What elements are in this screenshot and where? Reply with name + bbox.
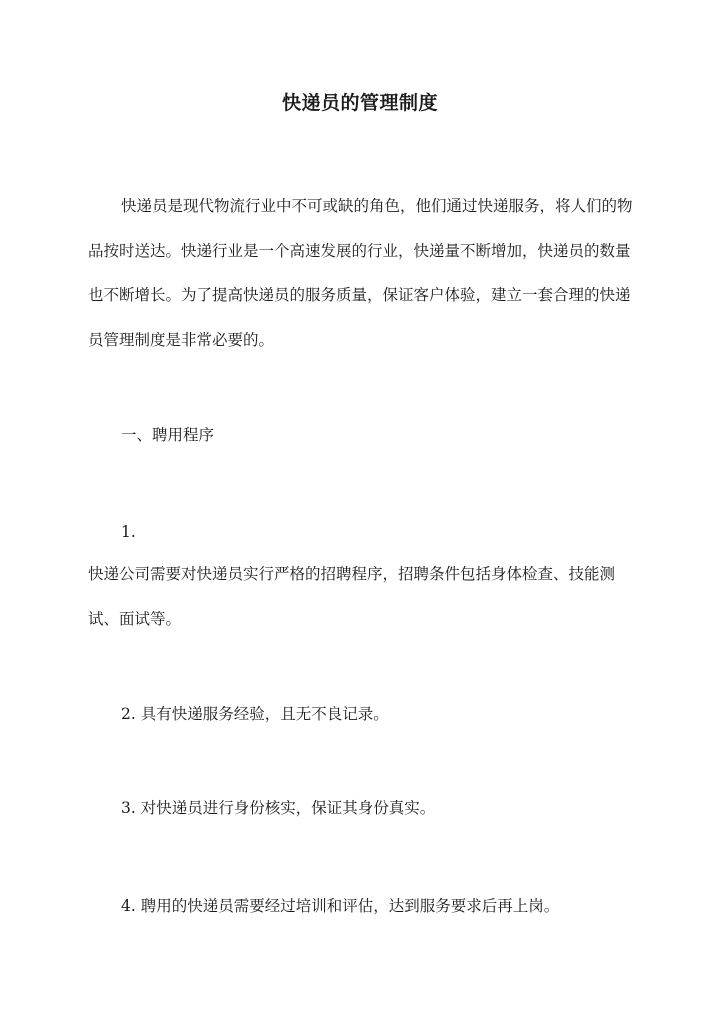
item-1-number: 1.: [121, 523, 136, 541]
item-1-text: 快递公司需要对快递员实行严格的招聘程序，招聘条件包括身体检查、技能测试、面试等。: [88, 565, 616, 628]
document-title: 快递员的管理制度: [281, 92, 438, 114]
item-2: 2. 具有快递服务经验，且无不良记录。: [121, 705, 389, 723]
item-4: 4. 聘用的快递员需要经过培训和评估，达到服务要求后再上岗。: [121, 897, 560, 915]
item-3: 3. 对快递员进行身份核实，保证其身份真实。: [121, 799, 436, 817]
intro-paragraph: 快递员是现代物流行业中不可或缺的角色，他们通过快递服务，将人们的物品按时送达。快递行业是一个高速发展的行业，快递量不断增加，快递员的数量也不断增长。为了提高快递员的服务质量，保证客户体验，建立一套合理的快递员管理制度是非常必要的。: [88, 197, 633, 349]
section-heading-recruitment: 一、聘用程序: [121, 426, 215, 444]
